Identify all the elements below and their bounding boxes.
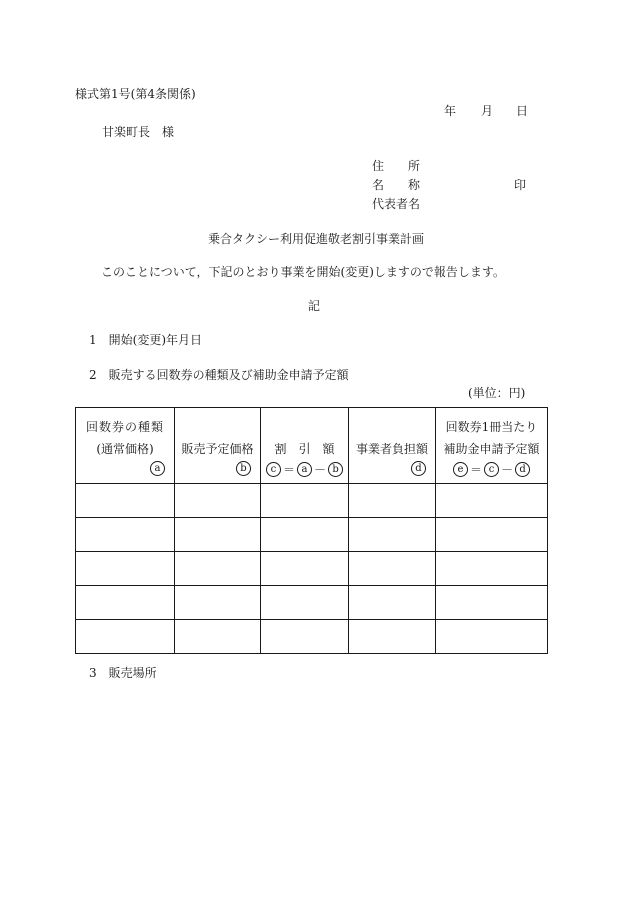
equals-sign: ＝ <box>469 463 482 477</box>
unit-label: (単位：円) <box>468 386 526 400</box>
table-cell[interactable] <box>76 620 175 654</box>
table-cell[interactable] <box>261 518 349 552</box>
header-operator-burden <box>349 408 436 484</box>
table-cell[interactable] <box>76 586 175 620</box>
header-subsidy-line2: 補助金申請予定額 <box>443 442 540 456</box>
date-day: 日 <box>516 104 529 118</box>
document-title: 乗合タクシー利用促進敬老割引事業計画 <box>208 232 425 246</box>
header-subsidy <box>436 408 548 484</box>
table-row <box>76 620 548 654</box>
item-start-date: 1 開始(変更)年月日 <box>89 333 202 347</box>
header-ticket-type <box>76 408 175 484</box>
table-cell[interactable] <box>175 484 261 518</box>
table-header-row <box>76 408 548 484</box>
table-cell[interactable] <box>76 552 175 586</box>
table-cell[interactable] <box>349 586 436 620</box>
form-number: 様式第1号(第4条関係) <box>75 87 196 101</box>
table-cell[interactable] <box>76 484 175 518</box>
minus-sign: － <box>501 463 514 477</box>
table-row <box>76 552 548 586</box>
circled-c-mark: c <box>484 462 499 477</box>
circled-a-mark: a <box>297 462 312 477</box>
circled-d-mark: d <box>411 461 426 476</box>
ki-heading: 記 <box>308 299 321 313</box>
header-sale-price <box>175 408 261 484</box>
date-month: 月 <box>481 104 494 118</box>
header-discount-label: 割 引 額 <box>274 442 335 456</box>
table-cell[interactable] <box>349 552 436 586</box>
table-row <box>76 586 548 620</box>
circled-e-mark: e <box>453 462 468 477</box>
header-discount <box>261 408 349 484</box>
table-cell[interactable] <box>175 620 261 654</box>
table-cell[interactable] <box>349 484 436 518</box>
equals-sign: ＝ <box>282 463 295 477</box>
header-operator-burden-label: 事業者負担額 <box>355 442 428 456</box>
table-cell[interactable] <box>261 552 349 586</box>
minus-sign: － <box>314 463 327 477</box>
circled-b-mark: b <box>236 461 251 476</box>
circled-d-mark: d <box>515 462 530 477</box>
table-cell[interactable] <box>175 552 261 586</box>
circled-a-mark: a <box>150 461 165 476</box>
discount-formula <box>266 461 343 478</box>
name-label: 名 称 <box>372 178 421 192</box>
table-cell[interactable] <box>436 518 548 552</box>
table-cell[interactable] <box>261 620 349 654</box>
table-cell[interactable] <box>261 586 349 620</box>
date-year: 年 <box>444 104 457 118</box>
table-cell[interactable] <box>175 586 261 620</box>
header-regular-price-label: (通常価格) <box>96 442 154 456</box>
address-label: 住 所 <box>372 159 421 173</box>
item-sales-location: 3 販売場所 <box>89 666 157 680</box>
header-ticket-type-label: 回数券の種類 <box>85 420 164 434</box>
table-cell[interactable] <box>436 620 548 654</box>
circled-b-mark: b <box>328 462 343 477</box>
table-cell[interactable] <box>436 484 548 518</box>
intro-text: このことについて，下記のとおり事業を開始(変更)しますので報告します。 <box>101 265 505 279</box>
addressee: 甘楽町長 様 <box>102 125 175 139</box>
table-cell[interactable] <box>175 518 261 552</box>
table-cell[interactable] <box>436 552 548 586</box>
table-cell[interactable] <box>261 484 349 518</box>
table-cell[interactable] <box>349 518 436 552</box>
header-subsidy-line1: 回数券1冊当たり <box>445 420 538 434</box>
table-row <box>76 518 548 552</box>
ticket-table <box>75 407 548 654</box>
table-cell[interactable] <box>349 620 436 654</box>
representative-label: 代表者名 <box>372 197 421 211</box>
seal-mark: 印 <box>514 178 527 192</box>
item-ticket-types: 2 販売する回数券の種類及び補助金申請予定額 <box>89 368 349 382</box>
header-sale-price-label: 販売予定価格 <box>181 442 254 456</box>
subsidy-formula <box>453 461 530 478</box>
table-cell[interactable] <box>436 586 548 620</box>
table-cell[interactable] <box>76 518 175 552</box>
table-row <box>76 484 548 518</box>
circled-c-mark: c <box>266 462 281 477</box>
